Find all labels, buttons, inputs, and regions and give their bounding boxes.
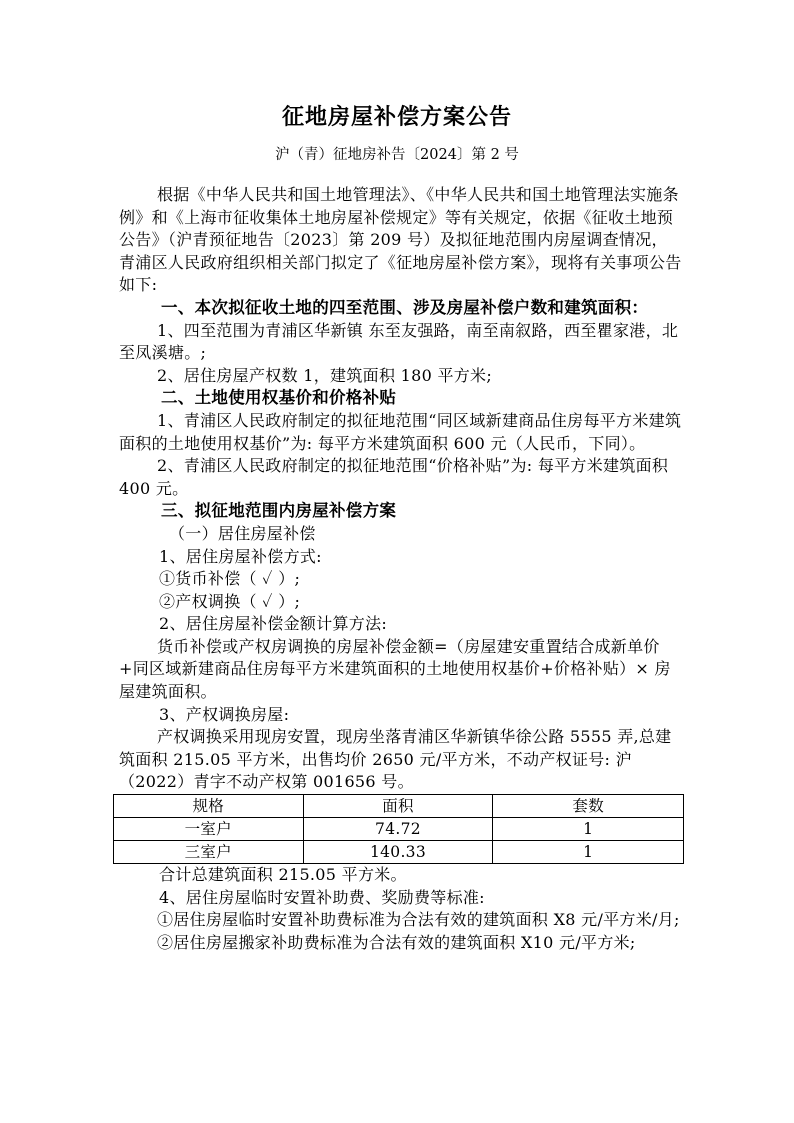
section2-item1: 1、青浦区人民政府制定的拟征地范围“同区域新建商品住房每平方米建筑面积的土地使用权基价”为: 每平方米建筑面积 600 元（人民币，下同）。	[119, 410, 682, 453]
table-cell-area: 74.72	[303, 818, 493, 841]
subsidy-label: 4、居住房屋临时安置补助费、奖励费等标准:	[159, 887, 485, 907]
exchange-label: 3、产权调换房屋:	[159, 704, 290, 724]
method-label: 1、居住房屋补偿方式:	[159, 546, 322, 566]
section2-item2: 2、青浦区人民政府制定的拟征地范围“价格补贴”为: 每平方米建筑面积 400 元。	[119, 456, 669, 498]
table-header-spec: 规格	[114, 795, 304, 818]
section3-heading: 三、拟征地范围内房屋补偿方案	[161, 501, 397, 521]
exchange-text: 产权调换采用现房安置，现房坐落青浦区华新镇华徐公路 5555 弄,总建筑面积 215.05 平方米，出售均价 2650 元/平方米，不动产权证号: 沪（2022）青字不动产权第 001656 号。	[119, 727, 672, 792]
table-header-area: 面积	[303, 795, 493, 818]
table-cell-spec: 一室户	[114, 818, 304, 841]
subsidy-temporary: ①居住房屋临时安置补助费标准为合法有效的建筑面积 X8 元/平方米/月;	[157, 910, 680, 930]
document-body	[119, 184, 684, 954]
table-cell-spec: 三室户	[114, 841, 304, 864]
table-header-count: 套数	[493, 795, 684, 818]
document-title: 征地房屋补偿方案公告	[281, 105, 512, 130]
section1-item2: 2、居住房屋产权数 1，建筑面积 180 平方米;	[157, 365, 493, 385]
section3-sub1: （一）居住房屋补偿	[169, 523, 316, 543]
table-row	[114, 841, 684, 864]
section1-heading: 一、本次拟征收土地的四至范围、涉及房屋补偿户数和建筑面积：	[161, 297, 649, 317]
calc-text: 货币补偿或产权房调换的房屋补偿金额=（房屋建安重置结合成新单价+同区域新建商品住房每平方米建筑面积的土地使用权基价+价格补贴）× 房屋建筑面积。	[119, 636, 671, 702]
table-cell-area: 140.33	[303, 841, 493, 864]
option-exchange: ②产权调换（ ✓ ）;	[159, 591, 301, 611]
section2-heading: 二、土地使用权基价和价格补贴	[161, 388, 397, 408]
housing-table	[113, 794, 684, 864]
subsidy-moving: ②居住房屋搬家补助费标准为合法有效的建筑面积 X10 元/平方米;	[157, 932, 636, 952]
section1-item1: 1、四至范围为青浦区华新镇 东至友强路，南至南叙路，西至瞿家港，北至凤溪塘。;	[119, 320, 679, 363]
document-number: 沪（青）征地房补告〔2024〕第 2 号	[275, 147, 519, 163]
intro-paragraph: 根据《中华人民共和国土地管理法》、《中华人民共和国土地管理法实施条例》和《上海市征收集体土地房屋补偿规定》等有关规定，依据《征收土地预公告》（沪青预征地告〔2023〕第 209 号）及拟征地范围内房屋调查情况，青浦区人民政府组织相关部门拟定了《征地房屋补偿方案》，现将有关事项公告如下:	[119, 185, 682, 295]
table-cell-count: 1	[493, 818, 684, 841]
option-monetary: ①货币补偿（ ✓ ）;	[159, 569, 301, 589]
total-area: 合计总建筑面积 215.05 平方米。	[159, 865, 407, 885]
table-cell-count: 1	[493, 841, 684, 864]
table-row	[114, 818, 684, 841]
table-header-row	[114, 795, 684, 818]
calc-label: 2、居住房屋补偿金额计算方法:	[159, 614, 388, 634]
